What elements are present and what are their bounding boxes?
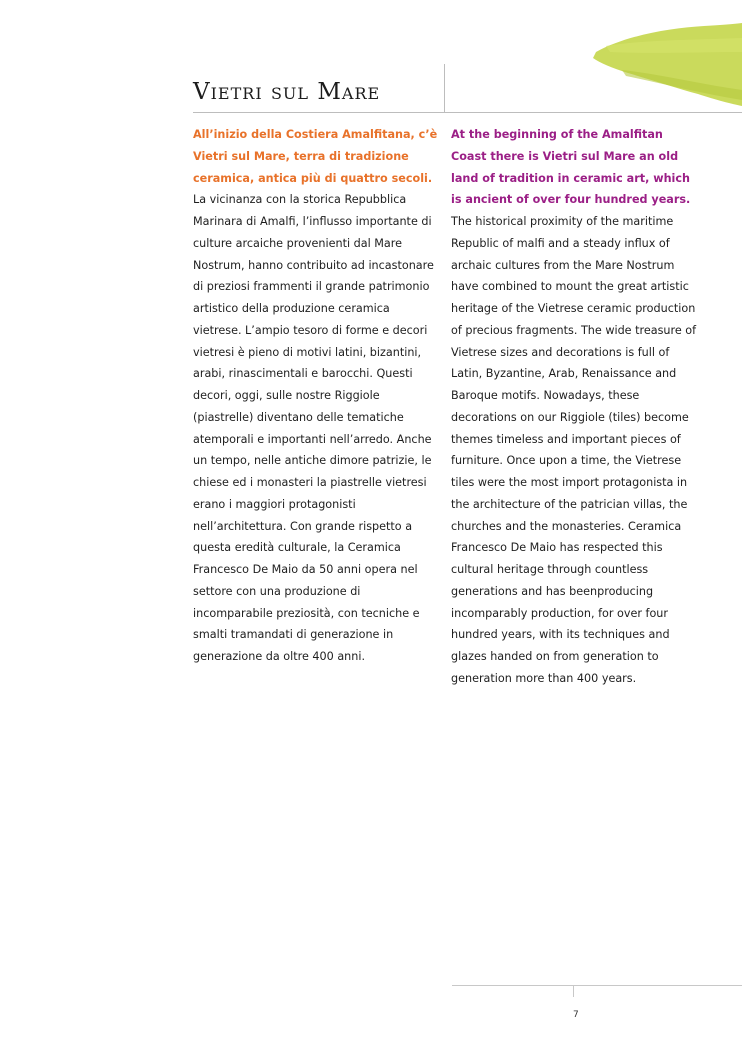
footer-rule (452, 985, 742, 986)
english-paragraph (451, 124, 701, 690)
italian-lead-text: All’inizio della Costiera Amalfitana, c’è Vietri sul Mare, terra di tradizione ceramica, antica più di quattro secoli. (193, 128, 438, 185)
italian-body-text: La vicinanza con la storica Repubblica Marinara di Amalfi, l’influsso importante di culture arcaiche provenienti dal Mare Nostrum, hanno contribuito ad incastonare di preziosi frammenti il grande patrimonio artistico della produzione ceramica vietrese. L’ampio tesoro di forme e decori vietresi è pieno di motivi latini, bizantini, arabi, rinascimentali e barocchi. Questi decori, oggi, sulle nostre Riggiole (piastrelle) diventano delle tematiche atemporali e importanti nell’arredo. Anche un tempo, nelle antiche dimore patrizie, le chiese ed i monasteri la piastrelle vietresi erano i maggiori protagonisti nell’architettura. Con grande rispetto a questa eredità culturale, la Ceramica Francesco De Maio da 50 anni opera nel settore con una produzione di incomparabile preziosità, con tecniche e smalti tramandati di generazione in generazione da oltre 400 anni. (193, 193, 434, 663)
italian-paragraph (193, 124, 439, 668)
column-divider-tick (444, 64, 445, 112)
green-brush-stroke-decoration (0, 0, 742, 130)
english-lead-text: At the beginning of the Amalfitan Coast there is Vietri sul Mare an old land of tradition in ceramic art, which is ancient of over four hundred years. (451, 128, 691, 207)
english-body-text: The historical proximity of the maritime Republic of malfi and a steady influx of archaic cultures from the Mare Nostrum have combined to mount the great artistic heritage of the Vietrese ceramic production of precious fragments. The wide treasure of Vietrese sizes and decorations is full of Latin, Byzantine, Arab, Renaissance and Baroque motifs. Nowadays, these decorations on our Riggiole (tiles) become themes timeless and important pieces of furniture. Once upon a time, the Vietrese tiles were the most import protagonista in the architecture of the patrician villas, the churches and the monasteries. Ceramica Francesco De Maio has respected this cultural heritage through countless generations and has beenproducing incomparably production, for over four hundred years, with its techniques and glazes handed on from generation to generation more than 400 years. (451, 215, 697, 685)
page-title: Vietri sul Mare (193, 79, 381, 105)
italian-column (193, 124, 439, 668)
footer-tick (573, 985, 574, 997)
english-column (451, 124, 701, 690)
page-number: 7 (573, 1010, 579, 1020)
header-rule (193, 112, 742, 113)
